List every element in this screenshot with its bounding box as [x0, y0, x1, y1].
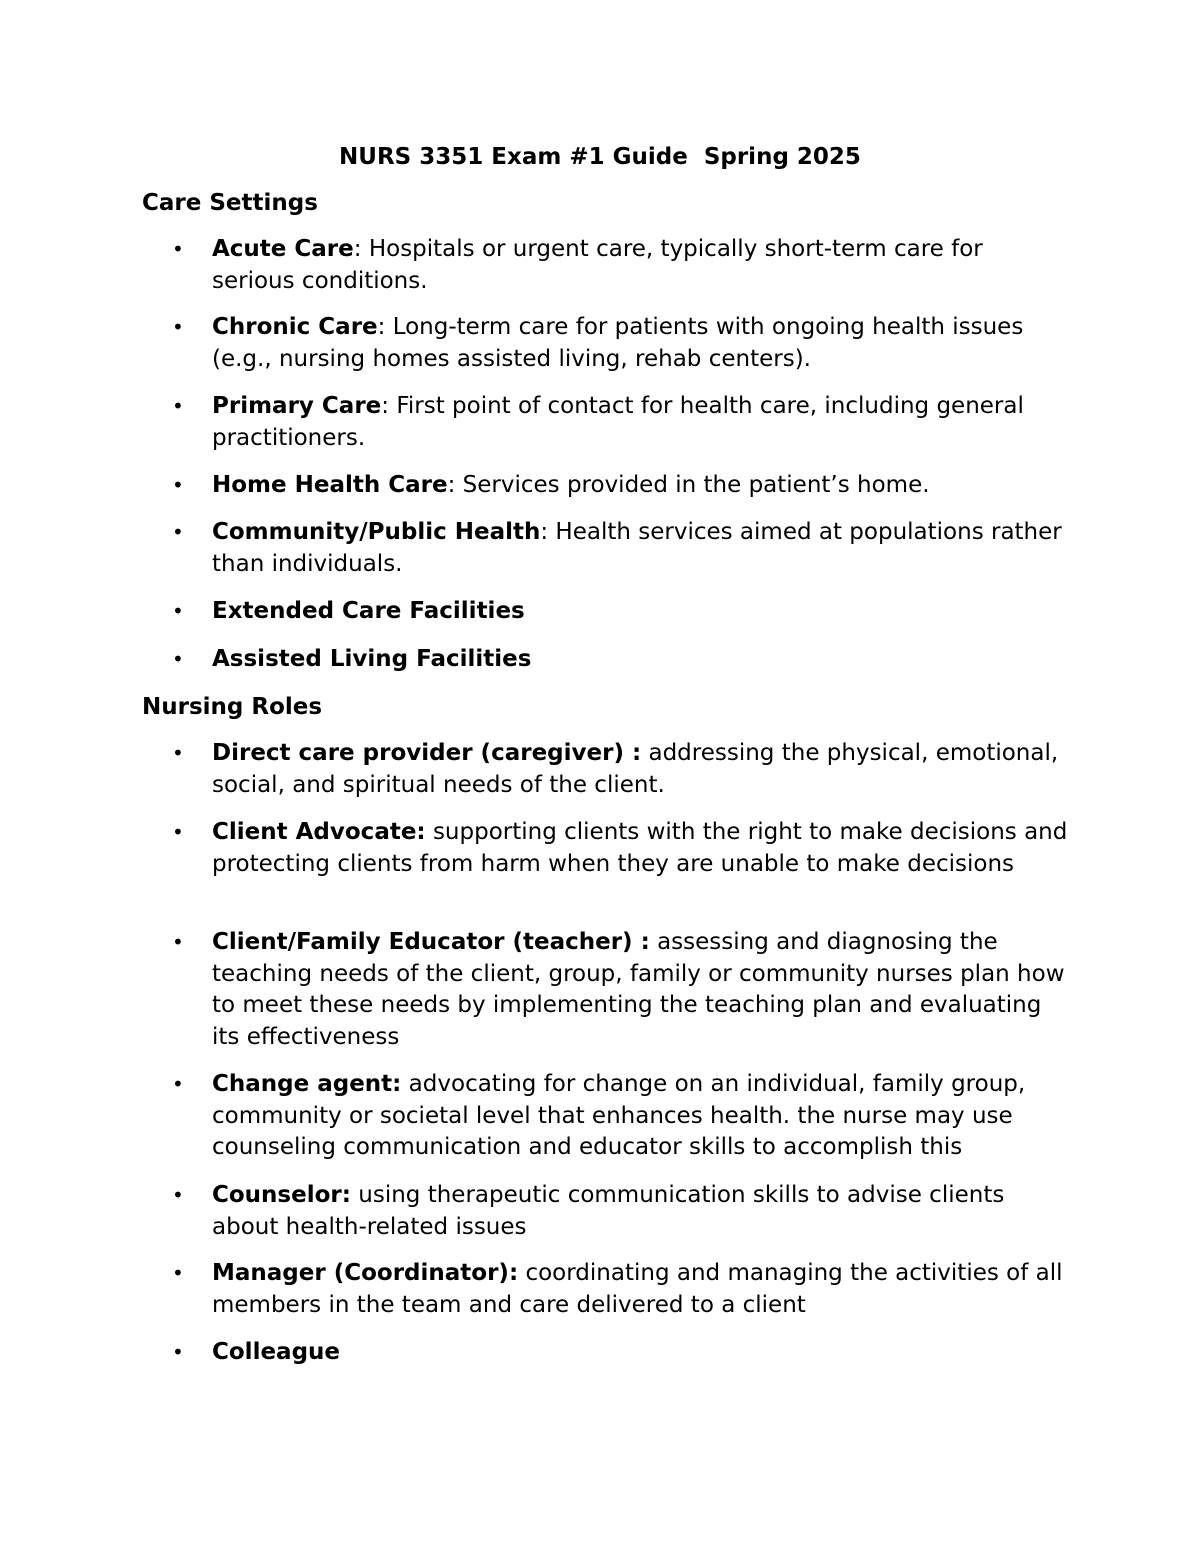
item-term: Home Health Care — [212, 472, 448, 498]
list-item — [212, 596, 1072, 628]
item-text: : Services provided in the patient’s home. — [447, 472, 930, 498]
item-term: Client Advocate: — [212, 819, 426, 845]
list-item — [212, 927, 1072, 1053]
item-term: Client/Family Educator (teacher) : — [212, 929, 650, 955]
list-item — [212, 644, 1072, 676]
item-text: : Health services aimed at populations rather than individuals. — [212, 519, 1062, 577]
item-term: Primary Care — [212, 393, 382, 419]
list-item — [212, 817, 1072, 880]
list-item — [212, 391, 1072, 454]
item-term: Direct care provider (caregiver) : — [212, 740, 642, 766]
item-term: Acute Care — [212, 236, 354, 262]
item-term: Extended Care Facilities — [212, 598, 525, 624]
bullet-icon: • — [172, 1072, 184, 1096]
bullet-icon: • — [172, 647, 184, 671]
item-term: Community/Public Health — [212, 519, 541, 545]
list-item — [212, 1337, 1072, 1369]
bullet-icon: • — [172, 520, 184, 544]
item-text: using therapeutic communication skills to advise clients about health-related issues — [212, 1182, 1005, 1240]
list-item — [212, 1180, 1072, 1243]
item-term: Manager (Coordinator): — [212, 1260, 519, 1286]
list-item — [212, 517, 1072, 580]
bullet-icon: • — [172, 237, 184, 261]
bullet-icon: • — [172, 1183, 184, 1207]
list-item — [212, 234, 1072, 297]
item-text: coordinating and managing the activities of all members in the team and care delivered to a client — [212, 1260, 1063, 1318]
list-item — [212, 1069, 1072, 1164]
item-text: addressing the physical, emotional, social, and spiritual needs of the client. — [212, 740, 1059, 798]
list-item — [212, 470, 1072, 502]
list-item — [212, 1258, 1072, 1321]
item-text: : Long-term care for patients with ongoing health issues (e.g., nursing homes assisted living, rehab centers). — [212, 314, 1024, 372]
item-term: Colleague — [212, 1339, 341, 1365]
bullet-icon: • — [172, 930, 184, 954]
bullet-icon: • — [172, 394, 184, 418]
bullet-icon: • — [172, 1261, 184, 1285]
list-item — [212, 738, 1072, 801]
item-text: assessing and diagnosing the teaching needs of the client, group, family or community nurses plan how to meet these needs by implementing the teaching plan and evaluating its effectiveness — [212, 929, 1065, 1050]
item-text: : First point of contact for health care, including general practitioners. — [212, 393, 1024, 451]
section-heading-care-settings: Care Settings — [142, 190, 318, 216]
bullet-icon: • — [172, 741, 184, 765]
bullet-icon: • — [172, 820, 184, 844]
item-text: supporting clients with the right to make decisions and protecting clients from harm when they are unable to make decisions — [212, 819, 1068, 877]
bullet-icon: • — [172, 315, 184, 339]
item-term: Counselor: — [212, 1182, 351, 1208]
item-term: Change agent: — [212, 1071, 402, 1097]
item-text: advocating for change on an individual, family group, community or societal level that enhances health. the nurse may use counseling communication and educator skills to accomplish this — [212, 1071, 1026, 1160]
list-item — [212, 312, 1072, 375]
document-title: NURS 3351 Exam #1 Guide Spring 2025 — [339, 144, 861, 170]
bullet-icon: • — [172, 599, 184, 623]
item-term: Chronic Care — [212, 314, 378, 340]
bullet-icon: • — [172, 473, 184, 497]
item-term: Assisted Living Facilities — [212, 646, 532, 672]
bullet-icon: • — [172, 1340, 184, 1364]
section-heading-nursing-roles: Nursing Roles — [142, 694, 323, 720]
item-text: : Hospitals or urgent care, typically short-term care for serious conditions. — [212, 236, 983, 294]
